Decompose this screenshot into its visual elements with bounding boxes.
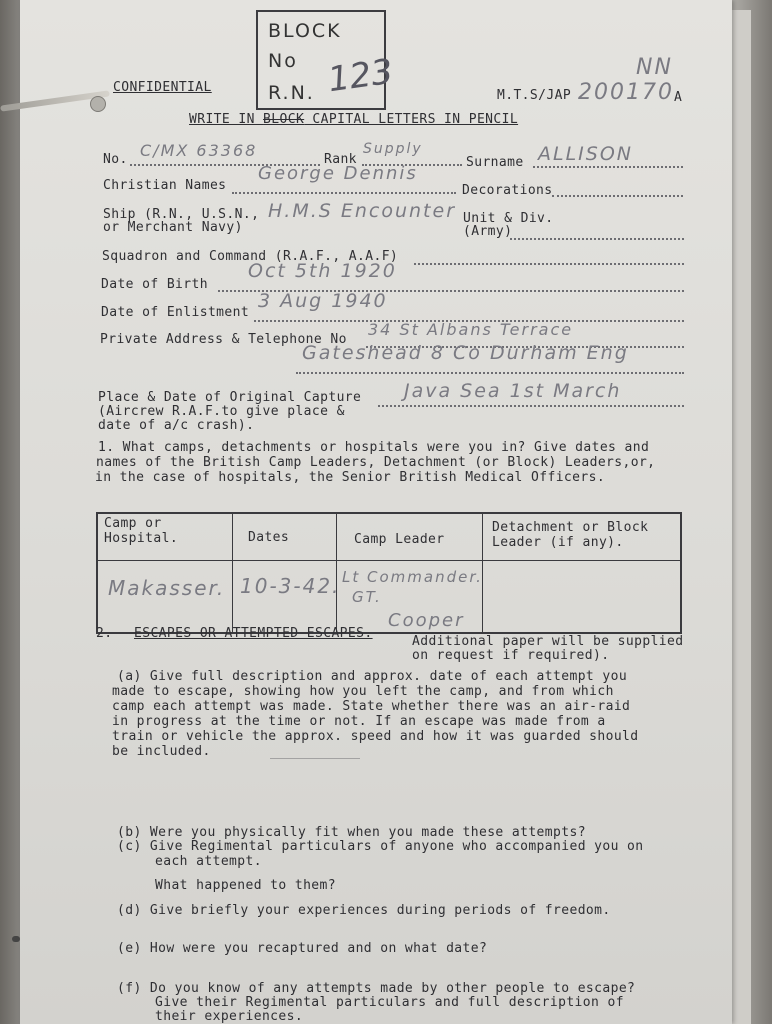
stamp-block-number: 123 <box>325 51 396 101</box>
table-cell-leader-3: Cooper <box>388 610 465 631</box>
q2e-text: (e) How were you recaptured and on what date? <box>117 941 488 956</box>
dob-label: Date of Birth <box>101 277 208 292</box>
address-line-2: Gateshead 8 Co Durham Eng <box>302 342 629 364</box>
surname-value: ALLISON <box>538 143 634 165</box>
ship-value: H.M.S Encounter <box>268 200 457 222</box>
unit-dotline <box>510 238 684 240</box>
no-label: No. <box>103 152 128 167</box>
tag-knot <box>90 96 106 112</box>
instruction-pre: WRITE IN <box>189 112 264 127</box>
q2-note-line1: Additional paper will be supplied <box>412 634 684 649</box>
table-header-camp: Camp or Hospital. <box>104 516 179 546</box>
stamp-line-2: No <box>268 50 298 72</box>
table-header-rule <box>98 560 680 561</box>
q1-line-2: names of the British Camp Leaders, Detachment (or Block) Leaders,or, <box>96 455 656 470</box>
stamp-line-3: R.N. <box>268 82 315 104</box>
q2-note-line2: on request if required). <box>412 648 610 663</box>
q2a-line-4: in progress at the time or not. If an escape was made from a <box>112 714 606 729</box>
enlistment-value: 3 Aug 1940 <box>258 290 388 312</box>
address-line-1: 34 St Albans Terrace <box>368 320 574 339</box>
q2a-line-6: be included. <box>112 744 211 759</box>
q2a-line-3: camp each attempt was made. State whether there was an air-raid <box>112 699 631 714</box>
capture-label-line1: Place & Date of Original Capture <box>98 390 362 405</box>
instruction-line <box>189 112 518 127</box>
q2f-line-2: Give their Regimental particulars and full description of <box>155 995 624 1010</box>
squadron-dotline <box>414 263 684 265</box>
ship-label-line2: or Merchant Navy) <box>103 220 243 235</box>
rank-label: Rank <box>324 152 357 167</box>
decorations-label: Decorations <box>462 183 553 198</box>
q2f-line-3: their experiences. <box>155 1009 304 1024</box>
address-dotline-2 <box>296 372 684 374</box>
corner-mark: NN <box>636 55 673 80</box>
capture-dotline <box>378 405 684 407</box>
q2a-line-1: (a) Give full description and approx. date of each attempt you <box>117 669 628 684</box>
capture-value: Java Sea 1st March <box>404 380 622 402</box>
enlistment-label: Date of Enlistment <box>101 305 250 320</box>
capture-label-line3: date of a/c crash). <box>98 418 255 433</box>
table-cell-leader-2: GT. <box>352 588 382 606</box>
capture-label-line2: (Aircrew R.A.F.to give place & <box>98 404 345 419</box>
decorations-dotline <box>552 195 683 197</box>
christian-names-dotline <box>232 192 456 194</box>
rank-value: Supply <box>363 141 423 157</box>
q2c-line-3: What happened to them? <box>155 878 336 893</box>
q2a-line-2: made to escape, showing how you left the camp, and from which <box>112 684 614 699</box>
instruction-struck: BLOCK <box>263 112 305 127</box>
surname-dotline <box>533 166 683 168</box>
ink-blot <box>12 936 20 942</box>
unit-label-line1: Unit & Div. <box>463 211 554 226</box>
q2c-line-1: (c) Give Regimental particulars of anyone who accompanied you on <box>117 839 644 854</box>
q1-line-3: in the case of hospitals, the Senior British Medical Officers. <box>95 470 606 485</box>
no-value: C/MX 63368 <box>140 141 258 160</box>
q2b-text: (b) Were you physically fit when you made these attempts? <box>117 825 586 840</box>
table-header-dates: Dates <box>248 530 290 545</box>
q2f-line-1: (f) Do you know of any attempts made by other people to escape? <box>117 981 636 996</box>
table-cell-camp: Makasser. <box>108 576 226 600</box>
table-header-detachment: Detachment or Block Leader (if any). <box>492 520 649 550</box>
form-code: M.T.S/JAP <box>497 88 572 103</box>
q2-number: 2. <box>96 626 113 641</box>
q1-line-1: 1. What camps, detachments or hospitals were you in? Give dates and <box>98 440 650 455</box>
form-number: 200170 <box>578 80 674 105</box>
squadron-label: Squadron and Command (R.A.F., A.A.F) <box>102 249 399 264</box>
address-label: Private Address & Telephone No <box>100 332 347 347</box>
instruction-post: CAPITAL LETTERS IN PENCIL <box>304 112 519 127</box>
confidential-label: CONFIDENTIAL <box>113 80 212 95</box>
table-cell-dates: 10-3-42. <box>240 574 341 598</box>
christian-names-value: George Dennis <box>258 163 418 184</box>
form-suffix: A <box>674 90 683 105</box>
stamp-line-1: BLOCK <box>268 20 342 42</box>
surname-label: Surname <box>466 155 524 170</box>
table-header-camp-leader: Camp Leader <box>354 532 445 547</box>
camps-table <box>96 512 682 634</box>
unit-label-line2: (Army) <box>463 224 513 239</box>
dob-value: Oct 5th 1920 <box>248 260 397 282</box>
table-cell-leader-1: Lt Commander. <box>342 568 483 586</box>
q2-title: ESCAPES OR ATTEMPTED ESCAPES. <box>134 626 373 641</box>
christian-names-label: Christian Names <box>103 178 227 193</box>
table-divider <box>232 514 233 632</box>
table-divider <box>336 514 337 632</box>
block-stamp <box>256 10 396 110</box>
ship-label-line1: Ship (R.N., U.S.N., <box>103 207 260 222</box>
q2a-line-5: train or vehicle the approx. speed and how it was guarded should <box>112 729 639 744</box>
q2c-line-2: each attempt. <box>155 854 262 869</box>
q2a-pencil-mark <box>270 758 360 759</box>
q2d-text: (d) Give briefly your experiences during periods of freedom. <box>117 903 611 918</box>
